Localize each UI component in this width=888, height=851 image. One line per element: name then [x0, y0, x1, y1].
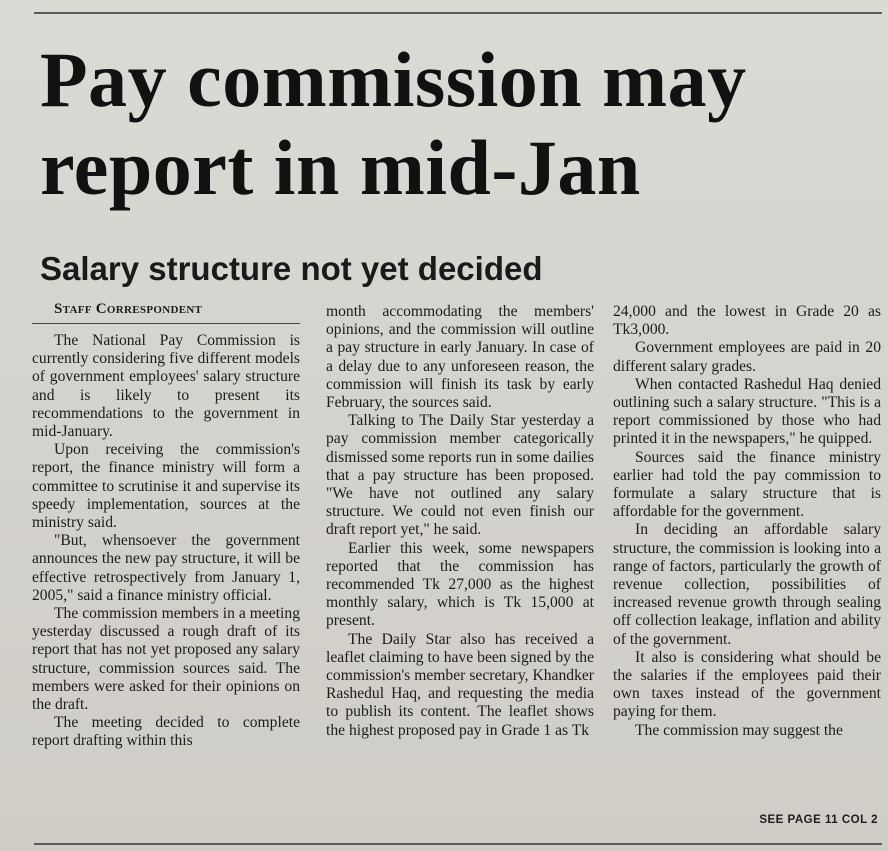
paragraph: "But, whensoever the government announces the new pay structure, it will be effective retrospectively from January 1, 2005," said a finance ministry official. — [32, 532, 300, 604]
paragraph: Upon receiving the commission's report, the finance ministry will form a committee to scrutinise it and supervise its speedy implementation, sources at the ministry said. — [32, 441, 300, 532]
article-column-1 — [32, 300, 300, 751]
byline: Staff Correspondent — [32, 300, 300, 324]
paragraph: Sources said the finance ministry earlier had told the pay commission to formulate a salary structure that is affordable for the government. — [613, 448, 881, 521]
headline-line-2: report in mid-Jan — [40, 124, 641, 211]
bottom-rule — [34, 843, 882, 845]
paragraph: Government employees are paid in 20 different salary grades. — [613, 339, 881, 375]
paragraph: The National Pay Commission is currently considering five different models of government employees' salary structure and is likely to present its recommendations to the government in mid-January. — [32, 332, 300, 441]
paragraph: The commission members in a meeting yesterday discussed a rough draft of its report that has not yet proposed any salary structure, commission sources said. The members were asked for their opinions on the draft. — [32, 605, 300, 714]
top-rule — [34, 12, 882, 14]
paragraph: The meeting decided to complete report drafting within this — [32, 714, 300, 750]
paragraph: month accommodating the members' opinions, and the commission will outline a pay structure in early January. In case of a delay due to any unforeseen reason, the commission will finish its task by early February, the sources said. — [326, 303, 594, 412]
paragraph: The Daily Star also has received a leaflet claiming to have been signed by the commission's member secretary, Khandker Rashedul Haq, and requesting the media to publish its content. The leaflet shows the highest proposed pay in Grade 1 as Tk — [326, 630, 594, 739]
paragraph: 24,000 and the lowest in Grade 20 as Tk3,000. — [613, 303, 881, 339]
article-column-3 — [613, 303, 881, 740]
paragraph: The commission may suggest the — [635, 721, 843, 739]
paragraph: When contacted Rashedul Haq denied outlining such a salary structure. "This is a report commissioned by those who had printed it in the newspapers," he quipped. — [613, 375, 881, 448]
paragraph: It also is considering what should be the salaries if the employees paid their own taxes instead of the government paying for them. — [613, 648, 881, 721]
paragraph: Talking to The Daily Star yesterday a pay commission member categorically dismissed some reports run in some dailies that a pay structure has been proposed. "We have not outlined any salary structure. We could not even finish our draft report yet," he said. — [326, 412, 594, 539]
subheadline: Salary structure not yet decided — [40, 250, 543, 287]
headline-line-1: Pay commission may — [40, 36, 747, 123]
article-column-2 — [326, 303, 594, 740]
paragraph: Earlier this week, some newspapers reported that the commission has recommended Tk 27,000 as the highest monthly salary, which is Tk 15,000 at present. — [326, 539, 594, 630]
jump-line: SEE PAGE 11 COL 2 — [759, 814, 878, 826]
paragraph: In deciding an affordable salary structure, the commission is looking into a range of factors, particularly the growth of revenue collection, possibilities of increased revenue growth through sealing off collection leakage, inflation and ability of the government. — [613, 521, 881, 648]
headline — [40, 36, 880, 212]
